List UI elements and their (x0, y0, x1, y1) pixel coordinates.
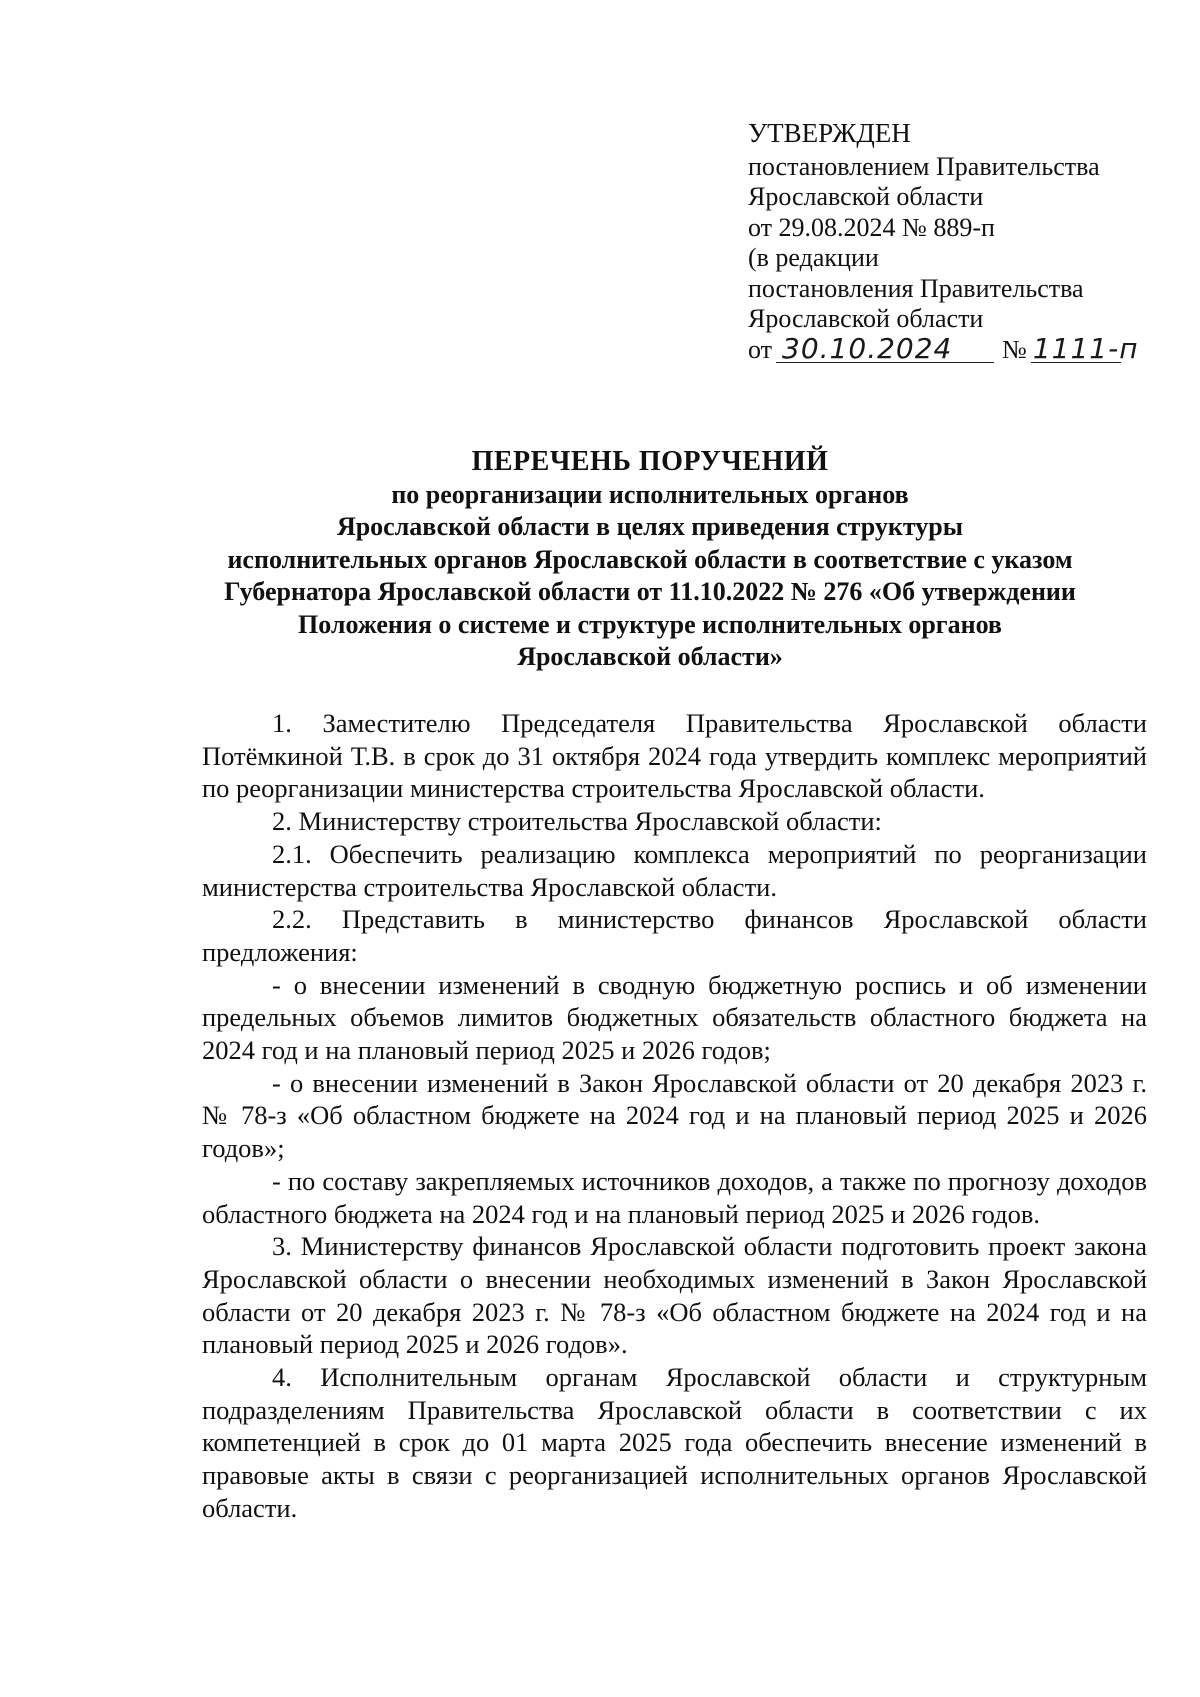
paragraph-2-1: 2.1. Обеспечить реализацию комплекса мероприятий по реорганизации министерства строительства Ярославской области. (202, 838, 1147, 902)
handwritten-date: 30.10.2024 (776, 336, 994, 363)
approval-line: Ярославской области (748, 182, 984, 211)
paragraph-1: 1. Заместителю Председателя Правительства Ярославской области Потёмкиной Т.В. в срок до 31 октября 2024 года утвердить комплекс мероприятий по реорганизации министерства строительства Ярославской области. (202, 708, 1147, 804)
approval-heading: УТВЕРЖДЕН (748, 118, 911, 148)
list-item: - о внесении изменений в сводную бюджетную роспись и об изменении предельных объемов лимитов бюджетных обязательств областного бюджета на 2024 год и на плановый период 2025 и 2026 годов; (202, 969, 1147, 1066)
document-title (150, 446, 1150, 674)
list-item: - по составу закрепляемых источников доходов, а также по прогнозу доходов областного бюджета на 2024 год и на плановый период 2025 и 2026 годов. (202, 1165, 1147, 1229)
number-label: № (1002, 334, 1027, 364)
title-line: исполнительных органов Ярославской области в соответствие с указом (227, 544, 1073, 574)
title-line: Ярославской области в целях приведения структуры (336, 512, 964, 541)
paragraph-2: 2. Министерству строительства Ярославской области: (272, 806, 882, 837)
from-label: от (748, 334, 773, 364)
paragraph-2-2: 2.2. Представить в министерство финансов Ярославской области предложения: (202, 904, 1147, 967)
approval-line: постановлением Правительства (748, 151, 1100, 181)
paragraph-3: 3. Министерству финансов Ярославской области подготовить проект закона Ярославской области о внесении необходимых изменений в Закон Ярославской области от 20 декабря 2023 г. № 78-з «Об областном бюджете на 2024 год и на плановый период 2025 и 2026 годов». (202, 1231, 1147, 1360)
approval-line: (в редакции (748, 243, 879, 272)
paragraph-4: 4. Исполнительным органам Ярославской области и структурным подразделениям Правительства Ярославской области в соответствии с их компетенцией в срок до 01 марта 2025 года обеспечить внесение изменений в правовые акты в связи с реорганизацией исполнительных органов Ярославской области. (202, 1362, 1147, 1523)
approval-line: Ярославской области (748, 304, 984, 333)
title-line: Ярославской области» (517, 642, 783, 671)
approval-line: постановления Правительства (748, 273, 1084, 303)
title-line: по реорганизации исполнительных органов (391, 479, 909, 509)
title-line: Губернатора Ярославской области от 11.10.2022 № 276 «Об утверждении (224, 577, 1076, 606)
document-body (202, 707, 1147, 1525)
approval-line: от 29.08.2024 № 889-п (748, 212, 995, 242)
title-main: ПЕРЕЧЕНЬ ПОРУЧЕНИЙ (471, 446, 829, 477)
list-item: - о внесении изменений в Закон Ярославской области от 20 декабря 2023 г. № 78-з «Об областном бюджете на 2024 год и на плановый период 2025 и 2026 годов»; (202, 1067, 1147, 1164)
approval-block (748, 118, 1168, 365)
title-line: Положения о системе и структуре исполнительных органов (298, 609, 1002, 639)
handwritten-number: 1111-п (1032, 331, 1139, 365)
approval-date-line (748, 331, 1168, 366)
